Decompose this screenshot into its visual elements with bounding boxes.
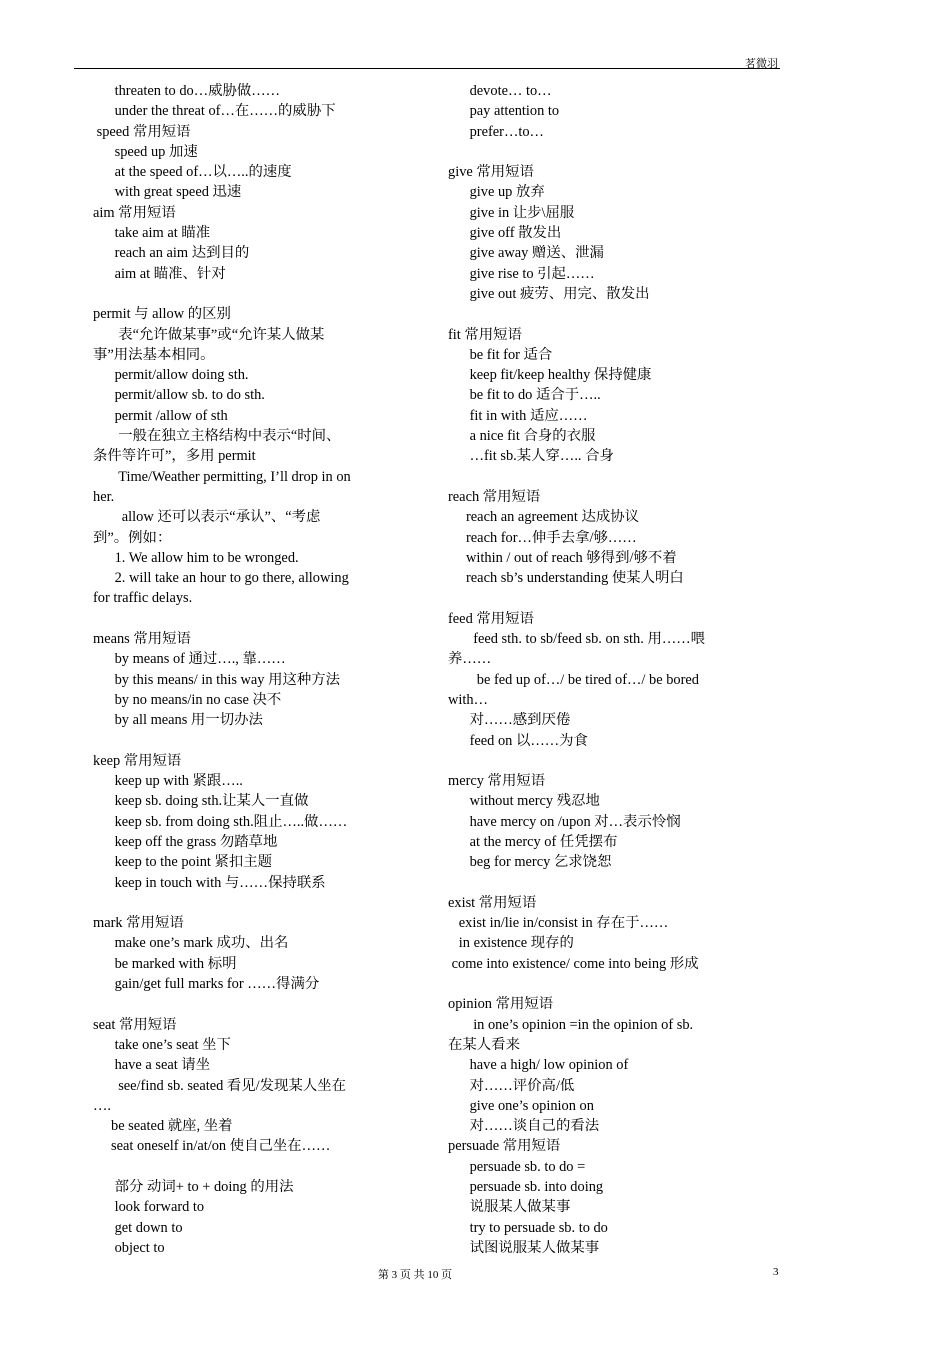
text-line: reach an aim 达到目的 (93, 245, 250, 262)
text-line: 对……感到厌倦 (448, 712, 571, 729)
text-line: speed up 加速 (93, 143, 198, 160)
text-line: 对……评价高/低 (448, 1077, 575, 1094)
text-line: aim at 瞄准、针对 (93, 265, 226, 282)
text-line: be fit to do 适合于….. (448, 387, 601, 404)
text-line: 在某人看来 (448, 1036, 520, 1053)
text-line (93, 609, 383, 629)
text-line: within / out of reach 够得到/够不着 (448, 549, 677, 566)
text-line: persuade sb. into doing (448, 1179, 604, 1196)
text-line (448, 304, 738, 324)
text-line: in one’s opinion =in the opinion of sb. (448, 1016, 694, 1033)
text-line: 养…… (448, 651, 492, 668)
text-line: take aim at 瞄准 (93, 225, 211, 242)
header-divider (74, 68, 780, 69)
text-line: keep 常用短语 (93, 752, 182, 769)
text-line: prefer…to… (448, 123, 544, 140)
text-line: by all means 用一切办法 (93, 712, 263, 729)
text-line: 条件等许可”，多用 permit (93, 448, 256, 465)
text-line: make one’s mark 成功、出名 (93, 935, 289, 952)
text-line: have a seat 请坐 (93, 1057, 211, 1074)
text-line: fit 常用短语 (448, 326, 522, 343)
text-line: 试图说服某人做某事 (448, 1239, 600, 1256)
text-line: 事”用法基本相同。 (93, 346, 215, 363)
text-line: keep to the point 紧扣主题 (93, 854, 273, 871)
text-line: feed sth. to sb/feed sb. on sth. 用……喂 (448, 631, 706, 648)
text-line: feed 常用短语 (448, 610, 534, 627)
text-line: mercy 常用短语 (448, 773, 546, 790)
text-line (93, 1157, 383, 1177)
text-line: …. (93, 1097, 111, 1114)
text-line: threaten to do…威胁做…… (93, 83, 281, 99)
text-line: give 常用短语 (448, 164, 534, 181)
text-line: come into existence/ come into being 形成 (448, 955, 699, 972)
text-line: have mercy on /upon 对…表示怜悯 (448, 813, 681, 830)
text-line: for traffic delays. (93, 590, 193, 607)
text-line: …fit sb.某人穿….. 合身 (448, 448, 614, 465)
text-line: means 常用短语 (93, 631, 191, 648)
text-line: with great speed 迅速 (93, 184, 242, 201)
text-line: devote… to… (448, 83, 552, 99)
text-line: give rise to 引起…… (448, 265, 595, 282)
left-column (93, 81, 383, 1258)
text-line: keep sb. doing sth.让某人一直做 (93, 793, 309, 810)
text-line: give in 让步\屈服 (448, 204, 575, 221)
text-line: exist in/lie in/consist in 存在于…… (448, 915, 669, 932)
text-line: permit/allow sb. to do sth. (93, 387, 265, 404)
text-line: keep off the grass 勿踏草地 (93, 833, 278, 850)
text-line: 对……谈自己的看法 (448, 1118, 600, 1135)
footer-page-label: 第 3 页 共 10 页 (377, 1269, 453, 1281)
text-line: fit in with 适应…… (448, 407, 588, 424)
text-line: at the mercy of 任凭摆布 (448, 833, 618, 850)
text-line: by this means/ in this way 用这种方法 (93, 671, 341, 688)
text-line: aim 常用短语 (93, 204, 176, 221)
text-line: a nice fit 合身的衣服 (448, 428, 596, 445)
text-line: persuade 常用短语 (448, 1138, 561, 1155)
text-line: at the speed of…以…..的速度 (93, 164, 292, 181)
text-line (93, 284, 383, 304)
text-line: take one’s seat 坐下 (93, 1036, 231, 1053)
text-line: speed 常用短语 (93, 123, 191, 140)
text-line: 部分 动词+ to + doing 的用法 (93, 1179, 294, 1196)
text-line: with… (448, 691, 488, 708)
text-line (448, 873, 738, 893)
text-line: look forward to (93, 1199, 205, 1216)
text-line: keep up with 紧跟….. (93, 773, 243, 790)
text-line: exist 常用短语 (448, 894, 537, 911)
text-line: reach 常用短语 (448, 488, 541, 505)
text-line: object to (93, 1239, 165, 1256)
text-line: 表“允许做某事”或“允许某人做某 (93, 326, 325, 343)
text-line: Time/Weather permitting, I’ll drop in on (93, 468, 351, 485)
text-line (448, 467, 738, 487)
text-line: beg for mercy 乞求饶恕 (448, 854, 612, 871)
text-line: be fed up of…/ be tired of…/ be bored (448, 671, 699, 688)
text-line: keep sb. from doing sth.阻止…..做…… (93, 813, 348, 830)
text-line: give up 放弃 (448, 184, 545, 201)
text-line: permit /allow of sth (93, 407, 228, 424)
text-line: have a high/ low opinion of (448, 1057, 629, 1074)
text-line: her. (93, 488, 115, 505)
text-line: give out 疲劳、用完、散发出 (448, 285, 650, 302)
text-line: give off 散发出 (448, 225, 562, 242)
text-line: permit/allow doing sth. (93, 367, 249, 384)
text-line: mark 常用短语 (93, 915, 184, 932)
right-column (448, 81, 738, 1258)
text-line: get down to (93, 1219, 183, 1236)
text-line: in existence 现存的 (448, 935, 574, 952)
text-line: give one’s opinion on (448, 1097, 594, 1114)
text-line: permit 与 allow 的区别 (93, 306, 231, 323)
text-line: be fit for 适合 (448, 346, 553, 363)
text-line: give away 赠送、泄漏 (448, 245, 604, 262)
text-line: 1. We allow him to be wronged. (93, 549, 299, 566)
text-line: seat oneself in/at/on 使自己坐在…… (93, 1138, 331, 1155)
text-line (93, 731, 383, 751)
text-line (448, 588, 738, 608)
text-line (93, 994, 383, 1014)
text-line: try to persuade sb. to do (448, 1219, 608, 1236)
text-line: keep in touch with 与……保持联系 (93, 874, 326, 891)
text-line: under the threat of…在……的威胁下 (93, 103, 336, 120)
text-line: persuade sb. to do = (448, 1158, 586, 1175)
text-line: 一般在独立主格结构中表示“时间、 (93, 428, 341, 445)
text-line: be marked with 标明 (93, 955, 237, 972)
text-line: be seated 就座, 坐着 (93, 1118, 233, 1135)
text-line: pay attention to (448, 103, 560, 120)
text-line: reach for…伸手去拿/够…… (448, 529, 637, 546)
text-line: seat 常用短语 (93, 1016, 177, 1033)
text-line: without mercy 残忍地 (448, 793, 600, 810)
text-line: reach sb’s understanding 使某人明白 (448, 570, 684, 587)
text-line: gain/get full marks for ……得满分 (93, 976, 320, 993)
text-line: keep fit/keep healthy 保持健康 (448, 367, 652, 384)
text-line (448, 142, 738, 162)
text-line: 2. will take an hour to go there, allowing (93, 570, 349, 587)
text-line: 说服某人做某事 (448, 1199, 571, 1216)
footer-page-number: 3 (773, 1266, 779, 1278)
text-line: by means of 通过…., 靠…… (93, 651, 286, 668)
text-line (448, 751, 738, 771)
text-line (93, 893, 383, 913)
text-line: 到”。例如： (93, 529, 172, 546)
text-line: reach an agreement 达成协议 (448, 509, 640, 526)
text-line: see/find sb. seated 看见/发现某人坐在 (93, 1077, 347, 1094)
text-line: by no means/in no case 决不 (93, 691, 282, 708)
text-line: feed on 以……为食 (448, 732, 588, 749)
text-line: allow 还可以表示“承认”、“考虑 (93, 509, 321, 526)
text-line: opinion 常用短语 (448, 996, 554, 1013)
header-author: 茗微羽 (745, 58, 778, 70)
text-line (448, 974, 738, 994)
